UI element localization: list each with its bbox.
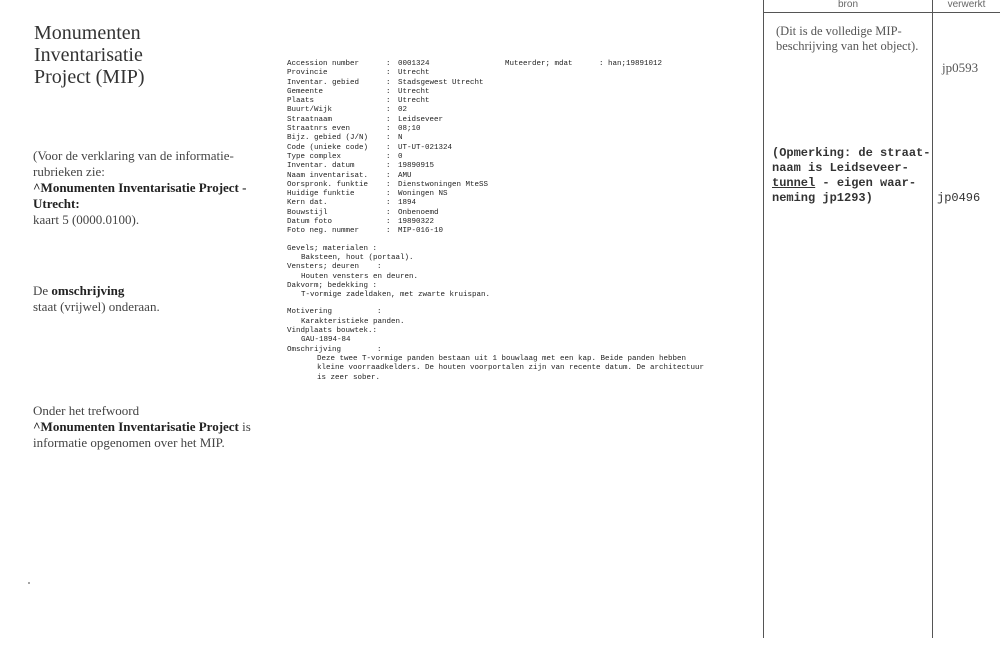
field-separator: : <box>386 143 391 152</box>
omschrijving-value: Deze twee T-vormige panden bestaan uit 1 bouwlaag met een kap. Beide panden hebben kleine voorraadkelders. De houten voorportalen zijn van recente datum. De architectuur is zeer sober. <box>317 354 709 382</box>
field-separator: : <box>386 69 391 78</box>
field-value: 1894 <box>398 199 417 208</box>
field-value: Utrecht <box>398 97 430 106</box>
keyword-intro: Onder het trefwoord <box>33 403 140 418</box>
title-line-3: Project (MIP) <box>34 66 145 88</box>
description-note <box>33 283 253 315</box>
remark-text-after: - eigen waar- neming jp1293) <box>772 176 917 205</box>
field-separator: : <box>386 162 391 171</box>
field-separator: : <box>386 87 391 96</box>
section-label: Vensters; deuren : <box>287 263 382 272</box>
field-value: Dienstwoningen MteSS <box>398 180 489 189</box>
record-field-row <box>287 190 757 199</box>
field-separator: : <box>386 134 391 143</box>
keyword-tail: is informatie opgenomen over het MIP. <box>33 419 251 450</box>
field-value: Woningen NS <box>398 190 448 199</box>
field-separator: : <box>386 190 391 199</box>
field-value: 08;10 <box>398 125 421 134</box>
record-field-row <box>287 116 757 125</box>
field-label: Foto neg. nummer <box>287 227 360 236</box>
record-field-row <box>287 144 757 153</box>
document-title <box>34 22 234 88</box>
explanation-reference: ^Monumenten Inventarisatie Project - Utrecht: <box>33 180 247 211</box>
field-separator: : <box>386 180 391 189</box>
record-field-row <box>287 69 757 78</box>
record-field-row <box>287 172 757 181</box>
field-label: Straatnrs even <box>287 125 351 134</box>
field-separator: : <box>386 171 391 180</box>
field-label: Accession number <box>287 60 360 68</box>
record-field-row <box>287 162 757 171</box>
field-value: Leidseveer <box>398 115 444 124</box>
field-value: Utrecht <box>398 69 430 78</box>
muteerder-value: : han;19891012 <box>599 60 663 68</box>
field-label: Oorspronk. funktie <box>287 180 369 189</box>
processed-code-1: jp0593 <box>942 60 979 75</box>
field-separator: : <box>386 152 391 161</box>
field-value: 19890915 <box>398 162 435 171</box>
section-label: Gevels; materialen : <box>287 244 378 253</box>
field-value: 02 <box>398 106 408 115</box>
table-header-rule <box>763 12 1000 13</box>
record-field-row <box>287 218 757 227</box>
record-field-row <box>287 209 757 218</box>
record-field-row <box>287 153 757 162</box>
field-label: Provincie <box>287 69 328 78</box>
title-line-2: Inventarisatie <box>34 44 143 66</box>
field-label: Bouwstijl <box>287 208 328 217</box>
title-line-1: Monumenten <box>34 22 141 44</box>
field-value: 0 <box>398 152 403 161</box>
keyword-note <box>33 403 253 451</box>
remark-text-before: (Opmerking: de straat- naam is Leidseveer- <box>772 146 931 175</box>
record-field-row <box>287 134 757 143</box>
field-label: Gemeente <box>287 87 324 96</box>
record-sections <box>287 245 757 301</box>
vindplaats-label: Vindplaats bouwtek.: <box>287 327 378 336</box>
explanation-note <box>33 148 253 228</box>
scan-speck <box>28 582 30 584</box>
field-separator: : <box>386 97 391 106</box>
field-separator: : <box>386 199 391 208</box>
field-value: Stadsgewest Utrecht <box>398 78 484 87</box>
field-label: Straatnaam <box>287 115 333 124</box>
field-label: Inventar. gebied <box>287 78 360 87</box>
record-field-row <box>287 97 757 106</box>
remark-note <box>772 146 938 206</box>
field-value: 19890322 <box>398 218 435 227</box>
record-field-row <box>287 125 757 134</box>
field-separator: : <box>386 218 391 227</box>
field-value: Onbenoemd <box>398 208 439 217</box>
table-left-border <box>763 0 764 638</box>
table-middle-border <box>932 0 933 638</box>
field-label: Kern dat. <box>287 199 328 208</box>
column-header-verwerkt: verwerkt <box>947 0 986 10</box>
source-note: (Dit is de volledige MIP-beschrijving van het object). <box>776 24 919 53</box>
field-separator: : <box>386 60 391 68</box>
record-field-row <box>287 79 757 88</box>
record-field-row <box>287 106 757 115</box>
field-separator: : <box>386 106 391 115</box>
omschrijving-label: Omschrijving : <box>287 345 382 354</box>
field-separator: : <box>386 78 391 87</box>
field-separator: : <box>386 115 391 124</box>
record-field-row <box>287 199 757 208</box>
field-separator: : <box>386 227 391 236</box>
section-value: T-vormige zadeldaken, met zwarte kruispan. <box>301 291 491 300</box>
explanation-intro: (Voor de verklaring van de informatie- rubrieken zie: <box>33 148 234 179</box>
description-prefix: De <box>33 283 49 298</box>
record-field-row <box>287 227 757 236</box>
explanation-card: kaart 5 (0000.0100). <box>33 212 140 227</box>
field-value: AMU <box>398 171 412 180</box>
record-field-row <box>287 88 757 97</box>
record-fields <box>287 60 757 237</box>
field-value: UT-UT-021324 <box>398 143 453 152</box>
field-value: 0001324 <box>398 60 430 68</box>
description-tail: staat (vrijwel) onderaan. <box>33 299 160 314</box>
section-value: Baksteen, hout (portaal). <box>301 253 414 262</box>
field-separator: : <box>386 125 391 134</box>
field-value: MIP-016-10 <box>398 227 444 236</box>
field-label: Datum foto <box>287 218 333 227</box>
section-value: Houten vensters en deuren. <box>301 272 419 281</box>
remark-underlined: tunnel <box>772 176 816 190</box>
mip-record <box>287 60 757 383</box>
record-field-row <box>287 181 757 190</box>
muteerder-label: Muteerder; mdat <box>505 60 573 68</box>
field-separator: : <box>386 208 391 217</box>
keyword-term: ^Monumenten Inventarisatie Project <box>33 419 239 434</box>
motivering-value: Karakteristieke panden. <box>301 317 405 326</box>
field-label: Inventar. datum <box>287 162 355 171</box>
field-label: Huidige funktie <box>287 190 355 199</box>
field-label: Code (unieke code) <box>287 143 369 152</box>
field-label: Plaats <box>287 97 315 106</box>
description-keyword: omschrijving <box>51 283 125 298</box>
processed-code-2: jp0496 <box>937 191 981 205</box>
field-label: Buurt/Wijk <box>287 106 333 115</box>
field-label: Bijz. gebied (J/N) <box>287 134 369 143</box>
field-label: Naam inventarisat. <box>287 171 369 180</box>
field-value: N <box>398 134 403 143</box>
field-label: Type complex <box>287 152 342 161</box>
section-label: Dakvorm; bedekking : <box>287 281 378 290</box>
vindplaats-value: GAU-1894-84 <box>301 336 351 345</box>
motivering-label: Motivering : <box>287 308 382 317</box>
column-header-bron: bron <box>837 0 858 10</box>
field-value: Utrecht <box>398 87 430 96</box>
